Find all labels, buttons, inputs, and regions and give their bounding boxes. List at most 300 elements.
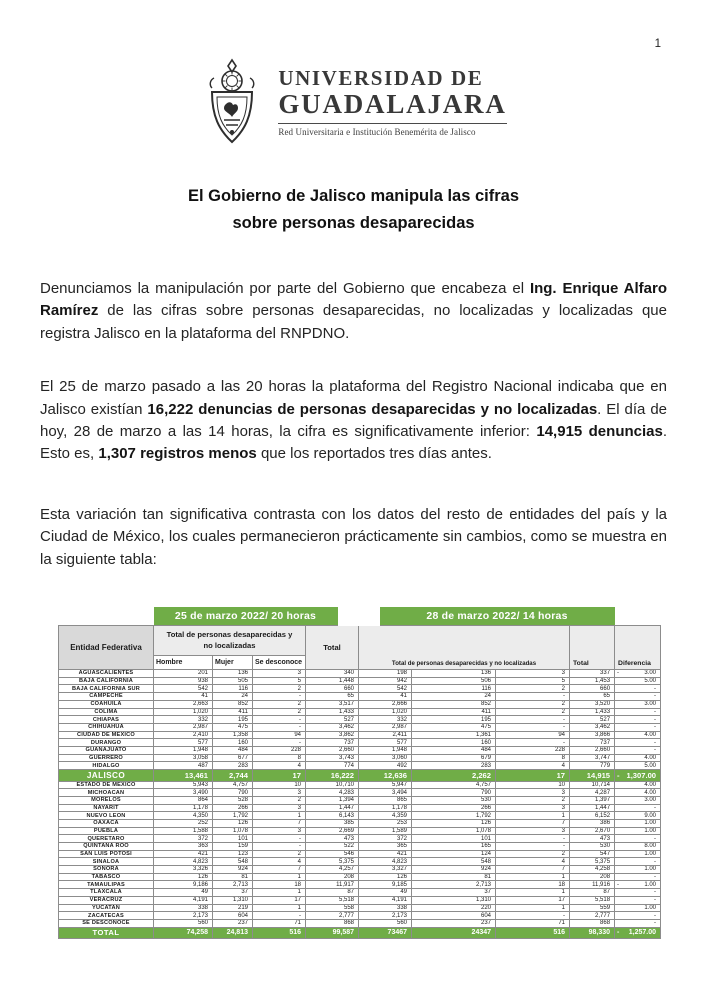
table-row [59,700,661,708]
subheader-hombre: Hombre [154,656,213,670]
value-cell: 3 [496,827,570,835]
value-cell: 198 [359,670,412,678]
university-wordmark [278,67,506,136]
university-crest-icon [200,58,264,146]
value-cell: 8.00 [615,843,661,851]
table-row [59,723,661,731]
table-row [59,739,661,747]
value-cell: 94 [496,731,570,739]
value-cell: 24 [412,693,496,701]
entity-cell: QUINTANA ROO [59,843,154,851]
value-cell: 1,078 [213,827,253,835]
table-row [59,796,661,804]
value-cell: 530 [412,796,496,804]
value-cell: - [615,919,661,927]
value-cell: 1 [496,889,570,897]
value-cell: 3.00 [615,700,661,708]
table-row [59,858,661,866]
value-cell: 3,462 [570,723,615,731]
value-cell: - [496,843,570,851]
value-cell: 475 [213,723,253,731]
entity-cell: COAHUILA [59,700,154,708]
banner-spacer [59,607,154,626]
entity-cell: SE DESCONOCE [59,919,154,927]
value-cell: - 1,257.00 [615,927,661,939]
value-cell: 3,743 [306,754,359,762]
value-cell: 266 [213,804,253,812]
table-row [59,804,661,812]
entity-cell: QUERETARO [59,835,154,843]
value-cell: 195 [412,716,496,724]
value-cell: 386 [570,819,615,827]
banner-date-left: 25 de marzo 2022/ 20 horas [154,607,359,626]
value-cell: - [253,723,306,731]
value-cell: 516 [496,927,570,939]
value-cell: 9,185 [359,881,412,889]
value-cell: 4,359 [359,812,412,820]
value-cell: - [253,716,306,724]
value-cell: - [496,693,570,701]
value-cell: 4.00 [615,781,661,789]
value-cell: 160 [412,739,496,747]
value-cell: 505 [213,677,253,685]
value-cell: - [615,708,661,716]
value-cell: 1.00 [615,904,661,912]
value-cell: 65 [570,693,615,701]
value-cell: 868 [306,919,359,927]
banner-spacer [615,607,661,626]
value-cell: 522 [306,843,359,851]
value-cell: 4,823 [154,858,213,866]
value-cell: 484 [412,746,496,754]
value-cell: 1,447 [570,804,615,812]
value-cell: 41 [154,693,213,701]
bold-text-segment: 16,222 denuncias de personas desaparecidas y no localizadas [147,400,598,418]
group-header-right: Total de personas desaparecidas y no localizadas [359,626,570,670]
value-cell: 548 [213,858,253,866]
value-cell: 1 [253,812,306,820]
value-cell: 1,453 [570,677,615,685]
value-cell: 3 [253,827,306,835]
value-cell: 868 [570,919,615,927]
table-row [59,873,661,881]
entity-cell: MORELOS [59,796,154,804]
value-cell: 10,710 [306,781,359,789]
value-cell: 4,757 [213,781,253,789]
value-cell: 492 [359,762,412,770]
value-cell: 3 [496,804,570,812]
value-cell: 101 [213,835,253,843]
value-cell: 660 [306,685,359,693]
value-cell: 7 [496,819,570,827]
value-cell: 24 [213,693,253,701]
value-cell: 1 [496,904,570,912]
value-cell: 98,330 [570,927,615,939]
value-cell: 411 [412,708,496,716]
value-cell: 3,494 [359,789,412,797]
value-cell: 17 [253,770,306,782]
table-row [59,850,661,858]
table-row [59,912,661,920]
value-cell: 3,517 [306,700,359,708]
value-cell: 126 [154,873,213,881]
value-cell: 942 [359,677,412,685]
value-cell: 37 [213,889,253,897]
page-number: 1 [654,38,661,50]
table-row [59,881,661,889]
value-cell: 1,020 [154,708,213,716]
value-cell: 2 [253,796,306,804]
bold-text-segment: 1,307 registros menos [98,445,257,463]
value-cell: 1.00 [615,827,661,835]
value-cell: 577 [154,739,213,747]
value-cell: 12,636 [359,770,412,782]
value-cell: 6,152 [570,812,615,820]
value-cell: 2,777 [306,912,359,920]
table-row [59,889,661,897]
value-cell: 81 [213,873,253,881]
entity-cell: HIDALGO [59,762,154,770]
value-cell: 1,448 [306,677,359,685]
value-cell: 65 [306,693,359,701]
entity-cell: VERACRUZ [59,896,154,904]
entity-column-header: Entidad Federativa [59,626,154,670]
value-cell: - [253,835,306,843]
value-cell: 546 [306,850,359,858]
value-cell: - [253,843,306,851]
value-cell: 790 [213,789,253,797]
text-segment: Esta variación tan significativa contrasta con los datos del resto de entidades del país y la Ciudad de México, los cuales permanecieron prácticamente sin cambios, como se muestra en la siguiente tabla: [40,505,667,568]
value-cell: 4 [253,858,306,866]
entity-cell: GUERRERO [59,754,154,762]
text-segment: . El día de hoy, 28 de marzo a las 14 horas, la cifra es significativamente inferior: [40,400,667,441]
value-cell: 228 [253,746,306,754]
value-cell: 252 [154,819,213,827]
value-cell: 779 [570,762,615,770]
table-row [59,754,661,762]
value-cell: 11,916 [570,881,615,889]
value-cell: - [496,716,570,724]
value-cell: 604 [213,912,253,920]
value-cell: 558 [306,904,359,912]
value-cell: 71 [253,919,306,927]
value-cell: - [615,739,661,747]
value-cell: 1,447 [306,804,359,812]
value-cell: 1,394 [306,796,359,804]
value-cell: 864 [154,796,213,804]
value-cell: 208 [306,873,359,881]
value-cell: 1,178 [359,804,412,812]
value-cell: 4,823 [359,858,412,866]
value-cell: - [615,858,661,866]
value-cell: 126 [213,819,253,827]
value-cell: 3,326 [154,866,213,874]
value-cell: 421 [154,850,213,858]
value-cell: 7 [253,819,306,827]
value-cell: 924 [213,866,253,874]
entity-cell: AGUASCALIENTES [59,670,154,678]
value-cell: 5,947 [359,781,412,789]
value-cell: 1,792 [213,812,253,820]
value-cell: 2,173 [154,912,213,920]
value-cell: 228 [496,746,570,754]
value-cell: - [615,873,661,881]
table-banner-row [59,607,661,626]
value-cell: 2,987 [154,723,213,731]
value-cell: - [615,716,661,724]
value-cell: - [496,739,570,747]
logo-divider [278,123,506,124]
value-cell: 487 [154,762,213,770]
value-cell: 3,060 [359,754,412,762]
value-cell: 4,257 [306,866,359,874]
value-cell: 266 [412,804,496,812]
value-cell: 2,713 [412,881,496,889]
value-cell: - 1.00 [615,881,661,889]
value-cell: 5,518 [306,896,359,904]
value-cell: 74,258 [154,927,213,939]
value-cell: 11,917 [306,881,359,889]
table-total-row [59,927,661,939]
value-cell: 1,310 [213,896,253,904]
value-cell: 421 [359,850,412,858]
table-row [59,835,661,843]
value-cell: 560 [359,919,412,927]
value-cell: 924 [412,866,496,874]
value-cell: 530 [570,843,615,851]
entity-cell: CIUDAD DE MEXICO [59,731,154,739]
value-cell: 3 [496,670,570,678]
entity-cell: JALISCO [59,770,154,782]
value-cell: 737 [570,739,615,747]
value-cell: 3,490 [154,789,213,797]
table-row [59,685,661,693]
value-cell: 101 [412,835,496,843]
value-cell: 3 [253,670,306,678]
value-cell: 165 [412,843,496,851]
value-cell: 2 [496,700,570,708]
subheader-se-desconoce: Se desconoce [253,656,306,670]
value-cell: 560 [154,919,213,927]
value-cell: 363 [154,843,213,851]
banner-date-right: 28 de marzo 2022/ 14 horas [359,607,615,626]
value-cell: 5,943 [154,781,213,789]
entity-cell: OAXACA [59,819,154,827]
university-name-line1: UNIVERSIDAD DE [278,66,484,91]
value-cell: 1,020 [359,708,412,716]
text-segment: Denunciamos la manipulación por parte del Gobierno que encabeza el [40,280,530,297]
table-row [59,762,661,770]
value-cell: 160 [213,739,253,747]
value-cell: 2,669 [306,827,359,835]
entity-cell: CHIAPAS [59,716,154,724]
value-cell: 49 [154,889,213,897]
value-cell: 81 [412,873,496,881]
value-cell: 159 [213,843,253,851]
text-segment: . Esto es, [40,423,668,463]
value-cell: 2 [253,685,306,693]
value-cell: 14,915 [570,770,615,782]
university-name-line2: GUADALAJARA [278,89,507,120]
value-cell: 338 [359,904,412,912]
value-cell: 1,433 [306,708,359,716]
value-cell: 2 [496,708,570,716]
table-row [59,746,661,754]
entity-cell: CAMPECHE [59,693,154,701]
value-cell: 677 [213,754,253,762]
value-cell: 1,397 [570,796,615,804]
value-cell: 332 [359,716,412,724]
entity-cell: ZACATECAS [59,912,154,920]
value-cell: 865 [359,796,412,804]
value-cell: 548 [412,858,496,866]
university-tagline: Red Universitaria e Institución Benemérita de Jalisco [278,126,476,137]
value-cell: 3,462 [306,723,359,731]
entity-cell: TLAXCALA [59,889,154,897]
value-cell: 237 [412,919,496,927]
value-cell: - [615,804,661,812]
table-row [59,866,661,874]
value-cell: - [615,723,661,731]
value-cell: 338 [154,904,213,912]
value-cell: 17 [253,896,306,904]
text-segment: de las cifras sobre personas desaparecidas, no localizadas y localizadas que registra Jalisco en la plataforma del RNPDNO. [40,302,667,342]
value-cell: 4,258 [570,866,615,874]
value-cell: 1,358 [213,731,253,739]
entity-cell: MICHOACAN [59,789,154,797]
entity-cell: COLIMA [59,708,154,716]
paragraph-denuncia [40,278,667,345]
value-cell: 3,862 [306,731,359,739]
value-cell: 577 [359,739,412,747]
value-cell: 4.00 [615,789,661,797]
value-cell: 2,660 [306,746,359,754]
value-cell: 1,589 [359,827,412,835]
value-cell: 2,666 [359,700,412,708]
table-row [59,904,661,912]
value-cell: - [615,693,661,701]
table-row [59,827,661,835]
value-cell: 1 [496,812,570,820]
value-cell: 24347 [412,927,496,939]
value-cell: 99,587 [306,927,359,939]
table-row [59,731,661,739]
value-cell: 737 [306,739,359,747]
value-cell: 337 [570,670,615,678]
value-cell: 7 [496,866,570,874]
value-cell: 372 [359,835,412,843]
value-cell: 2,670 [570,827,615,835]
value-cell: 220 [412,904,496,912]
table-row [59,896,661,904]
value-cell: 9,186 [154,881,213,889]
value-cell: 253 [359,819,412,827]
value-cell: - [615,746,661,754]
title-line1: El Gobierno de Jalisco manipula las cifras [187,187,520,205]
value-cell: 87 [570,889,615,897]
value-cell: 3,866 [570,731,615,739]
value-cell: 938 [154,677,213,685]
table-row [59,677,661,685]
value-cell: 16,222 [306,770,359,782]
value-cell: 126 [359,873,412,881]
entity-cell: ESTADO DE MEXICO [59,781,154,789]
value-cell: 660 [570,685,615,693]
value-cell: 201 [154,670,213,678]
value-cell: 18 [253,881,306,889]
value-cell: - [253,912,306,920]
value-cell: 1,792 [412,812,496,820]
value-cell: 41 [359,693,412,701]
value-cell: 37 [412,889,496,897]
value-cell: 1 [496,873,570,881]
value-cell: 17 [496,896,570,904]
value-cell: 5 [253,677,306,685]
value-cell: 13,461 [154,770,213,782]
value-cell: 4.00 [615,731,661,739]
value-cell: 1 [253,904,306,912]
entity-cell: DURANGO [59,739,154,747]
value-cell: 473 [570,835,615,843]
value-cell: 604 [412,912,496,920]
letterhead [0,0,707,146]
entity-cell: SONORA [59,866,154,874]
bold-text-segment: Ing. Enrique Alfaro Ramírez [40,280,667,320]
value-cell: 3,520 [570,700,615,708]
value-cell: 475 [412,723,496,731]
value-cell: 3 [253,789,306,797]
value-cell: 852 [412,700,496,708]
bold-text-segment: 14,915 denuncias [536,423,663,441]
value-cell: 774 [306,762,359,770]
value-cell: 2 [253,850,306,858]
value-cell: 1 [253,889,306,897]
value-cell: 2 [496,685,570,693]
value-cell: 2,660 [570,746,615,754]
value-cell: 3,327 [359,866,412,874]
table-body [59,670,661,939]
value-cell: 506 [412,677,496,685]
value-cell: 17 [496,770,570,782]
value-cell: 4.00 [615,754,661,762]
value-cell: 1,361 [412,731,496,739]
entity-cell: NUEVO LEON [59,812,154,820]
value-cell: 5,518 [570,896,615,904]
value-cell: 237 [213,919,253,927]
text-segment: que los reportados tres días antes. [256,445,492,463]
value-cell: 2,713 [213,881,253,889]
entity-cell: TOTAL [59,927,154,939]
value-cell: - [496,835,570,843]
value-cell: 4 [496,762,570,770]
table-row [59,789,661,797]
value-cell: 8 [253,754,306,762]
value-cell: 136 [412,670,496,678]
value-cell: 283 [213,762,253,770]
group-header-left: Total de personas desaparecidas y no localizadas [154,626,306,656]
entity-cell: BAJA CALIFORNIA SUR [59,685,154,693]
difference-column-header: Diferencia [615,626,661,670]
value-cell: 5.00 [615,677,661,685]
value-cell: 527 [570,716,615,724]
value-cell: 4,287 [570,789,615,797]
value-cell: 528 [213,796,253,804]
value-cell: 136 [213,670,253,678]
value-cell: 8 [496,754,570,762]
value-cell: 5,375 [306,858,359,866]
value-cell: 790 [412,789,496,797]
value-cell: 4,191 [359,896,412,904]
